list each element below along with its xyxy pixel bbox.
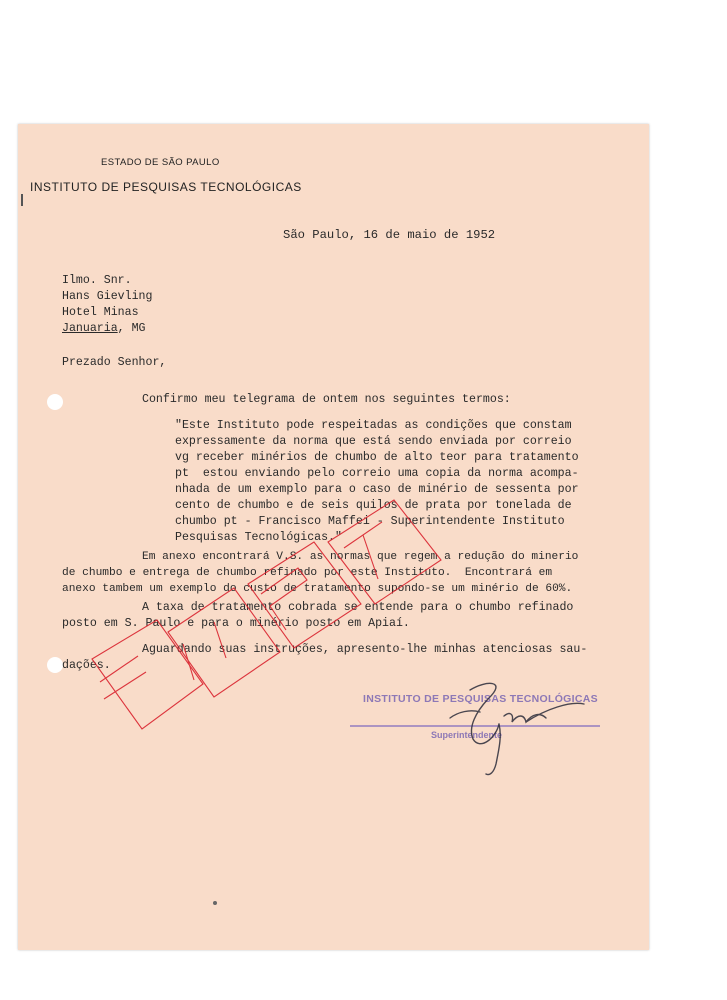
salutation: Prezado Senhor, [62,356,167,369]
recipient-state: , MG [117,322,146,335]
intro-paragraph: Confirmo meu telegrama de ontem nos seguintes termos: [142,393,511,406]
body-line: anexo tambem um exemplo do custo de tratamento supondo-se um minério de 60%. [62,583,573,595]
handwritten-signature [18,124,649,950]
recipient-city: Januaria [62,322,118,335]
recipient-name: Hans Gievling [62,290,153,303]
body-line: dações. [62,659,111,672]
recipient-hotel: Hotel Minas [62,306,139,319]
body-line: de chumbo e entrega de chumbo refinado por este Instituto. Encontrará em [62,567,553,579]
paper-speck [213,901,217,905]
letter-date: São Paulo, 16 de maio de 1952 [283,228,496,242]
telegram-line: pt estou enviando pelo correio uma copia da norma acompa- [175,467,579,480]
telegram-line: "Este Instituto pode respeitadas as condições que constam [175,419,572,432]
body-line: posto em S. Paulo e para o minério posto em Apiaí. [62,617,410,630]
letter-sheet [18,124,649,950]
telegram-line: expressamente da norma que está sendo enviada por correio [175,435,572,448]
recipient-title: Ilmo. Snr. [62,274,132,287]
telegram-line: nhada de um exemplo para o caso de minério de sessenta por [175,483,579,496]
body-line: A taxa de tratamento cobrada se entende para o chumbo refinado [142,601,574,614]
telegram-line: chumbo pt - Francisco Maffei - Superintendente Instituto [175,515,565,528]
body-line: Aguardando suas instruções, apresento-lhe minhas atenciosas sau- [142,643,588,656]
telegram-line: Pesquisas Tecnológicas." [175,531,342,544]
signatory-role: Superintendente [431,730,503,740]
letterhead-state: ESTADO DE SÃO PAULO [101,157,220,168]
institute-stamp: INSTITUTO DE PESQUISAS TECNOLÓGICAS [363,693,598,705]
body-line: Em anexo encontrará V.S. as normas que regem a redução do minerio [142,551,579,563]
telegram-line: vg receber minérios de chumbo de alto teor para tratamento [175,451,579,464]
letterhead-institute: INSTITUTO DE PESQUISAS TECNOLÓGICAS [30,180,302,194]
telegram-line: cento de chumbo e de seis quilos de prata por tonelada de [175,499,572,512]
